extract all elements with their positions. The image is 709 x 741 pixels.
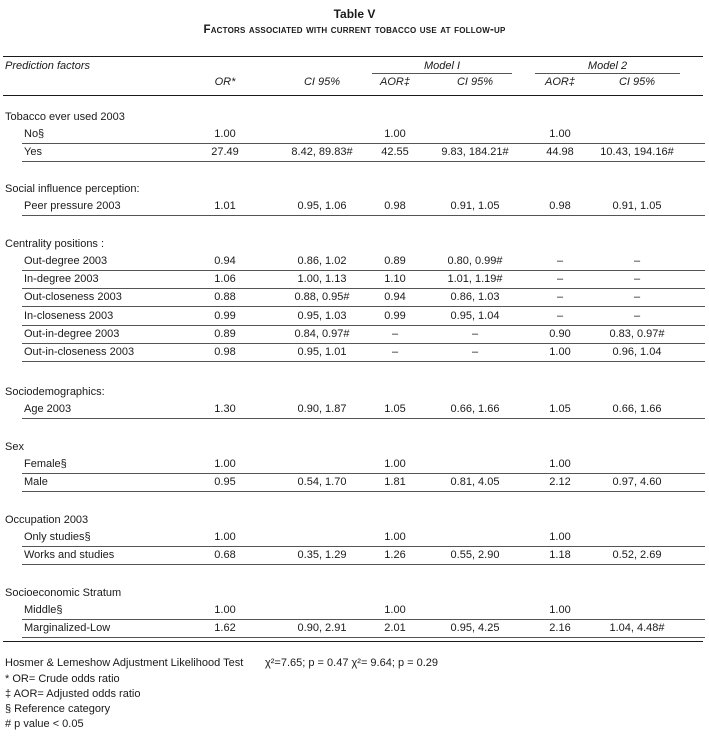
row-label: Out-closeness 2003 — [24, 291, 122, 304]
group-label: Social influence perception: — [5, 183, 140, 195]
or-value: 1.01 — [214, 200, 236, 212]
ci1-value: – — [471, 346, 479, 358]
row-label: Marginalized-Low — [24, 622, 111, 635]
aor2-value: 1.00 — [549, 128, 571, 140]
aor1-value: – — [391, 346, 399, 358]
row-rule — [22, 564, 705, 565]
aor1-value: – — [391, 327, 399, 340]
or-value: 27.49 — [211, 146, 239, 159]
ci1-value: – — [471, 327, 479, 340]
aor1-value: 1.00 — [384, 458, 406, 470]
ci2-value: 0.66, 1.66 — [612, 403, 662, 415]
group-label: Centrality positions : — [5, 238, 105, 250]
bottom-rule — [3, 641, 703, 642]
ci2-value: 1.04, 4.48# — [609, 622, 665, 635]
ci1-value: 1.01, 1.19# — [447, 273, 503, 286]
table-subtitle: Factors associated with current tobacco use at follow-up — [203, 24, 506, 36]
row-rule — [22, 215, 705, 216]
ci1-value: 0.55, 2.90 — [450, 549, 500, 562]
or-value: 0.95 — [214, 476, 236, 489]
aor2-value: 2.12 — [549, 476, 571, 489]
row-rule — [22, 325, 705, 326]
aor2-value: – — [556, 273, 564, 286]
row-label: In-closeness 2003 — [24, 309, 114, 322]
aor1-value: 0.89 — [384, 255, 406, 267]
ci-value: 0.95, 1.03 — [297, 309, 347, 322]
row-rule — [22, 418, 705, 419]
group-label: Socioeconomic Stratum — [5, 587, 122, 599]
aor1-value: 1.00 — [384, 128, 406, 140]
row-label: Female§ — [24, 458, 67, 470]
ci1-value: 0.86, 1.03 — [450, 291, 500, 304]
header-model1: Model I — [423, 60, 461, 72]
ci-value: 0.35, 1.29 — [297, 549, 347, 562]
or-value: 0.68 — [214, 549, 236, 562]
row-label: Out-degree 2003 — [24, 255, 108, 267]
aor1-value: 1.81 — [384, 476, 406, 489]
ci2-value: 0.52, 2.69 — [612, 549, 662, 562]
aor2-value: 1.00 — [549, 458, 571, 470]
ci2-value: – — [633, 309, 641, 322]
or-value: 0.98 — [214, 346, 236, 358]
row-rule — [22, 619, 705, 620]
or-value: 1.62 — [214, 622, 236, 635]
row-rule — [22, 306, 705, 307]
row-label: Works and studies — [24, 549, 115, 562]
aor1-value: 1.00 — [384, 531, 406, 543]
aor2-value: 0.98 — [549, 200, 571, 212]
row-rule — [22, 288, 705, 289]
or-value: 1.00 — [214, 128, 236, 140]
aor2-value: 44.98 — [546, 146, 574, 159]
aor1-value: 1.05 — [384, 403, 406, 415]
aor2-value: 1.00 — [549, 604, 571, 616]
footnote-pvalue: # p value < 0.05 — [5, 718, 84, 730]
row-label: Male — [24, 476, 48, 489]
row-rule — [22, 637, 705, 638]
ci2-value: 0.96, 1.04 — [612, 346, 662, 358]
header-ci1: CI 95% — [456, 76, 494, 88]
header-ci: CI 95% — [303, 76, 341, 88]
or-value: 0.99 — [214, 309, 236, 322]
aor2-value: 1.00 — [549, 531, 571, 543]
aor1-value: 1.26 — [384, 549, 406, 562]
ci-value: 0.90, 2.91 — [297, 622, 347, 635]
row-rule — [22, 161, 705, 162]
ci2-value: 0.83, 0.97# — [609, 327, 665, 340]
aor1-value: 2.01 — [384, 622, 406, 635]
ci2-value: 0.97, 4.60 — [612, 476, 662, 489]
row-label: Out-in-degree 2003 — [24, 327, 120, 340]
row-label: In-degree 2003 — [24, 273, 99, 286]
row-rule — [22, 270, 705, 271]
table-title: Table V — [333, 7, 376, 21]
aor2-value: 1.00 — [549, 346, 571, 358]
or-value: 1.06 — [214, 273, 236, 286]
header-model2: Model 2 — [587, 60, 628, 72]
aor2-value: 2.16 — [549, 622, 571, 635]
ci1-value: 0.80, 0.99# — [447, 255, 503, 267]
aor1-value: 42.55 — [381, 146, 409, 159]
row-label: Age 2003 — [24, 403, 72, 415]
ci-value: 0.84, 0.97# — [294, 327, 350, 340]
header-or: OR* — [214, 76, 236, 88]
footnote-aor: ‡ AOR= Adjusted odds ratio — [5, 688, 141, 700]
or-value: 0.94 — [214, 255, 236, 267]
row-rule — [22, 491, 705, 492]
ci2-value: – — [633, 273, 641, 286]
aor1-value: 1.10 — [384, 273, 406, 286]
model1-rule — [372, 73, 512, 74]
header-ci2: CI 95% — [618, 76, 656, 88]
aor2-value: 1.18 — [549, 549, 571, 562]
ci-value: 8.42, 89.83# — [291, 146, 353, 159]
top-rule — [3, 56, 703, 57]
or-value: 1.30 — [214, 403, 236, 415]
aor2-value: – — [556, 309, 564, 322]
ci-value: 0.86, 1.02 — [297, 255, 347, 267]
aor1-value: 0.99 — [384, 309, 406, 322]
ci-value: 0.90, 1.87 — [297, 403, 347, 415]
ci-value: 0.95, 1.06 — [297, 200, 347, 212]
row-rule — [22, 546, 705, 547]
ci2-value: 10.43, 194.16# — [600, 146, 674, 159]
row-label: Middle§ — [24, 604, 63, 616]
row-label: No§ — [24, 128, 45, 140]
footnote-reference: § Reference category — [5, 703, 111, 715]
or-value: 1.00 — [214, 458, 236, 470]
aor2-value: 1.05 — [549, 403, 571, 415]
header-prediction-factors: Prediction factors — [5, 60, 90, 72]
aor1-value: 1.00 — [384, 604, 406, 616]
group-label: Sociodemographics: — [5, 386, 105, 398]
row-rule — [22, 343, 705, 344]
ci2-value: – — [633, 291, 641, 304]
group-label: Sex — [5, 441, 24, 453]
or-value: 1.00 — [214, 531, 236, 543]
row-rule — [22, 143, 705, 144]
aor1-value: 0.94 — [384, 291, 406, 304]
header-rule — [3, 95, 703, 96]
group-label: Occupation 2003 — [5, 514, 89, 526]
ci1-value: 0.95, 4.25 — [450, 622, 500, 635]
or-value: 0.88 — [214, 291, 236, 304]
row-label: Out-in-closeness 2003 — [24, 346, 135, 358]
ci-value: 1.00, 1.13 — [297, 273, 347, 286]
chi-values: χ²=7.65; p = 0.47 χ²= 9.64; p = 0.29 — [265, 657, 439, 669]
header-aor1: AOR‡ — [380, 76, 410, 88]
footnote-or: * OR= Crude odds ratio — [5, 673, 120, 685]
ci2-value: 0.91, 1.05 — [612, 200, 662, 212]
model2-rule — [535, 73, 680, 74]
hosmer-label: Hosmer & Lemeshow Adjustment Likelihood Test — [5, 657, 244, 669]
row-label: Only studies§ — [24, 531, 91, 543]
or-value: 0.89 — [214, 327, 236, 340]
ci2-value: – — [633, 255, 641, 267]
or-value: 1.00 — [214, 604, 236, 616]
ci-value: 0.54, 1.70 — [297, 476, 347, 489]
aor2-value: – — [556, 255, 564, 267]
row-label: Yes — [24, 146, 42, 159]
ci1-value: 0.66, 1.66 — [450, 403, 500, 415]
aor2-value: 0.90 — [549, 327, 571, 340]
row-rule — [22, 361, 705, 362]
ci1-value: 0.81, 4.05 — [450, 476, 500, 489]
aor2-value: – — [556, 291, 564, 304]
row-rule — [22, 473, 705, 474]
header-aor2: AOR‡ — [545, 76, 575, 88]
ci-value: 0.95, 1.01 — [297, 346, 347, 358]
aor1-value: 0.98 — [384, 200, 406, 212]
row-label: Peer pressure 2003 — [24, 200, 121, 212]
ci1-value: 9.83, 184.21# — [441, 146, 509, 159]
ci1-value: 0.91, 1.05 — [450, 200, 500, 212]
ci1-value: 0.95, 1.04 — [450, 309, 500, 322]
group-label: Tobacco ever used 2003 — [5, 111, 125, 123]
ci-value: 0.88, 0.95# — [294, 291, 350, 304]
